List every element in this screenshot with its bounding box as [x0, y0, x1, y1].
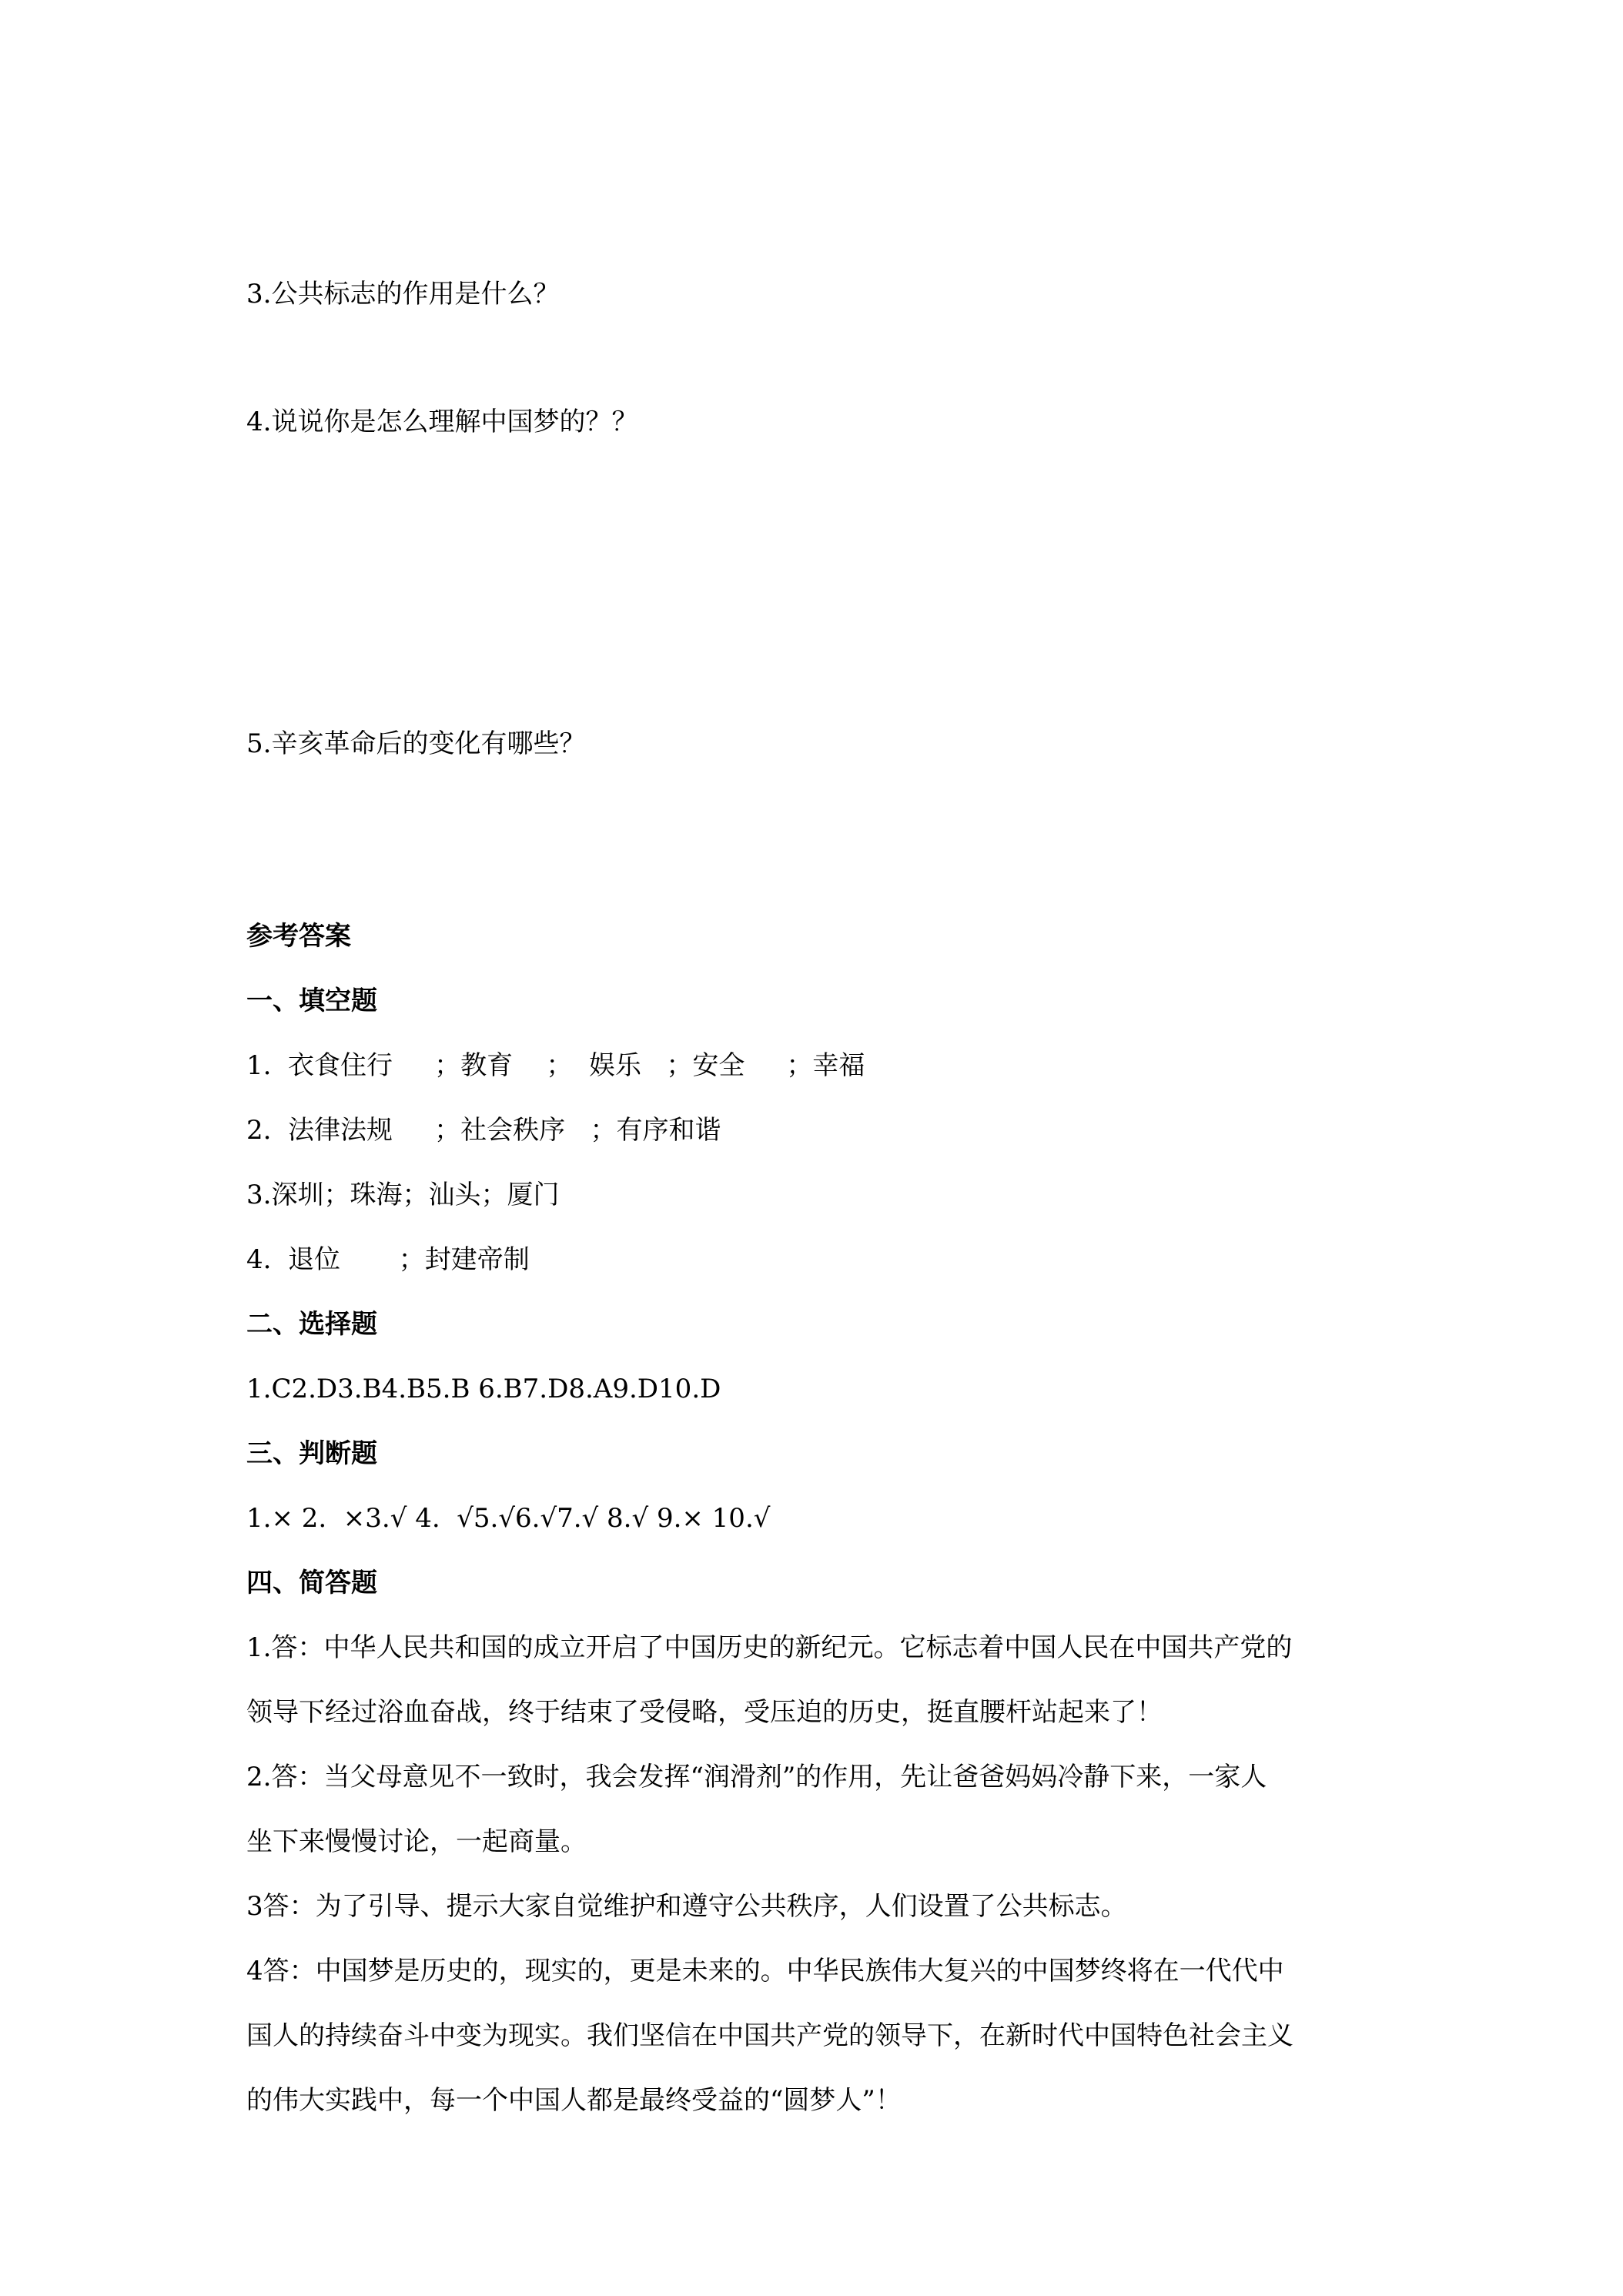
short-answer-line-3: 2.答：当父母意见不一致时，我会发挥“润滑剂”的作用，先让爸爸妈妈冷静下来，一家人 — [246, 1762, 1267, 1792]
short-answer-line-4: 坐下来慢慢讨论，一起商量。 — [246, 1826, 587, 1857]
short-answer-line-5: 3答：为了引导、提示大家自觉维护和遵守公共秩序，人们设置了公共标志。 — [246, 1891, 1127, 1922]
question-3: 3.公共标志的作用是什么？ — [246, 279, 560, 310]
fill-blank-answer-3: 3.深圳；珠海；汕头；厦门 — [246, 1180, 560, 1210]
short-answer-line-6: 4答：中国梦是历史的，现实的，更是未来的。中华民族伟大复兴的中国梦终将在一代代中 — [246, 1956, 1284, 1986]
short-answer-line-1: 1.答：中华人民共和国的成立开启了中国历史的新纪元。它标志着中国人民在中国共产党的 — [246, 1632, 1293, 1663]
short-answer-line-2: 领导下经过浴血奋战，终于结束了受侵略，受压迫的历史，挺直腰杆站起来了！ — [246, 1697, 1163, 1728]
answers-title: 参考答案 — [246, 921, 351, 952]
fill-blank-answer-4: 4. 退位 ；封建帝制 — [246, 1244, 530, 1275]
section-3-heading: 三、判断题 — [246, 1438, 377, 1469]
section-4-heading: 四、简答题 — [246, 1568, 377, 1598]
fill-blank-answer-1: 1. 衣食住行 ；教育 ； 娱乐 ；安全 ；幸福 — [246, 1050, 865, 1081]
question-4: 4.说说你是怎么理解中国梦的？？ — [246, 407, 638, 437]
short-answer-line-7: 国人的持续奋斗中变为现实。我们坚信在中国共产党的领导下，在新时代中国特色社会主义 — [246, 2020, 1293, 2051]
question-5: 5.辛亥革命后的变化有哪些？ — [246, 728, 586, 759]
short-answer-line-8: 的伟大实践中，每一个中国人都是最终受益的“圆梦人”！ — [246, 2085, 902, 2116]
choice-answers: 1.C2.D3.B4.B5.B 6.B7.D8.A9.D10.D — [246, 1374, 721, 1404]
judgement-answers: 1.× 2. ×3.√ 4. √5.√6.√7.√ 8.√ 9.× 10.√ — [246, 1503, 771, 1534]
fill-blank-answer-2: 2. 法律法规 ；社会秩序 ；有序和谐 — [246, 1115, 721, 1146]
section-2-heading: 二、选择题 — [246, 1309, 377, 1340]
section-1-heading: 一、填空题 — [246, 986, 377, 1016]
